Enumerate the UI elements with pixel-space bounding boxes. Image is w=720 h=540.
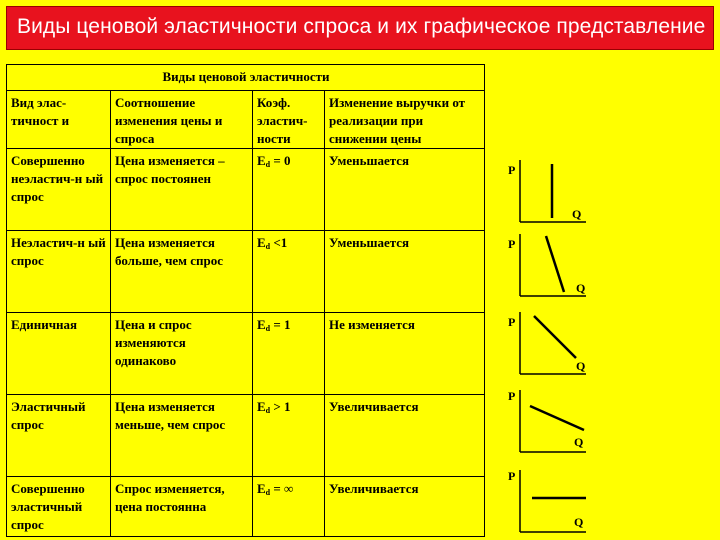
cell-type: Неэластич-н ый спрос: [7, 231, 111, 313]
cell-type: Эластичный спрос: [7, 395, 111, 477]
demand-curve: [530, 406, 584, 430]
column-header-row: [7, 91, 485, 149]
q-axis-label: Q: [574, 435, 584, 449]
column-header-type: Вид элас-тичност и: [7, 91, 111, 149]
elasticity-graphs: [490, 150, 600, 540]
cell-relation: Цена и спрос изменяются одинаково: [111, 313, 253, 395]
cell-revenue: Не изменяется: [325, 313, 485, 395]
cell-revenue: Увеличивается: [325, 477, 485, 537]
q-axis-label: Q: [574, 515, 584, 529]
graph-perfectly-elastic: [508, 469, 586, 532]
q-axis-label: Q: [572, 207, 582, 221]
table-header-row: [7, 65, 485, 91]
p-axis-label: P: [508, 389, 516, 403]
column-header-revenue: Изменение выручки от реализации при снижении цены: [325, 91, 485, 149]
cell-type: Совершенно неэластич-н ый спрос: [7, 149, 111, 231]
p-axis-label: P: [508, 315, 516, 329]
slide-title: Виды ценовой эластичности спроса и их графическое представление: [17, 15, 706, 38]
cell-relation: Спрос изменяется, цена постоянна: [111, 477, 253, 537]
table-row: [7, 313, 485, 395]
graph-elastic: [508, 389, 586, 452]
table-row: [7, 395, 485, 477]
cell-coef: Ed > 1: [253, 395, 325, 477]
graph-unit: [508, 312, 586, 374]
cell-relation: Цена изменяется больше, чем спрос: [111, 231, 253, 313]
cell-coef: Ed <1: [253, 231, 325, 313]
cell-relation: Цена изменяется меньше, чем спрос: [111, 395, 253, 477]
demand-curve: [534, 316, 576, 358]
cell-revenue: Уменьшается: [325, 149, 485, 231]
column-header-relation: Соотношение изменения цены и спроса: [111, 91, 253, 149]
graph-inelastic: [508, 234, 586, 296]
p-axis-label: P: [508, 163, 516, 177]
cell-revenue: Уменьшается: [325, 231, 485, 313]
graph-perfectly-inelastic: [508, 160, 586, 222]
table-header: Виды ценовой эластичности: [7, 65, 485, 91]
table-row: [7, 477, 485, 537]
elasticity-table: [6, 64, 485, 537]
q-axis-label: Q: [576, 281, 586, 295]
title-bar: [6, 6, 714, 50]
cell-coef: Ed = 0: [253, 149, 325, 231]
p-axis-label: P: [508, 469, 516, 483]
table-row: [7, 149, 485, 231]
q-axis-label: Q: [576, 359, 586, 373]
cell-relation: Цена изменяется – спрос постоянен: [111, 149, 253, 231]
column-header-coef: Коэф. эластич-ности: [253, 91, 325, 149]
cell-coef: Ed = ∞: [253, 477, 325, 537]
table-row: [7, 231, 485, 313]
cell-type: Совершенно эластичный спрос: [7, 477, 111, 537]
cell-type: Единичная: [7, 313, 111, 395]
p-axis-label: P: [508, 237, 516, 251]
cell-revenue: Увеличивается: [325, 395, 485, 477]
cell-coef: Ed = 1: [253, 313, 325, 395]
demand-curve: [546, 236, 564, 292]
